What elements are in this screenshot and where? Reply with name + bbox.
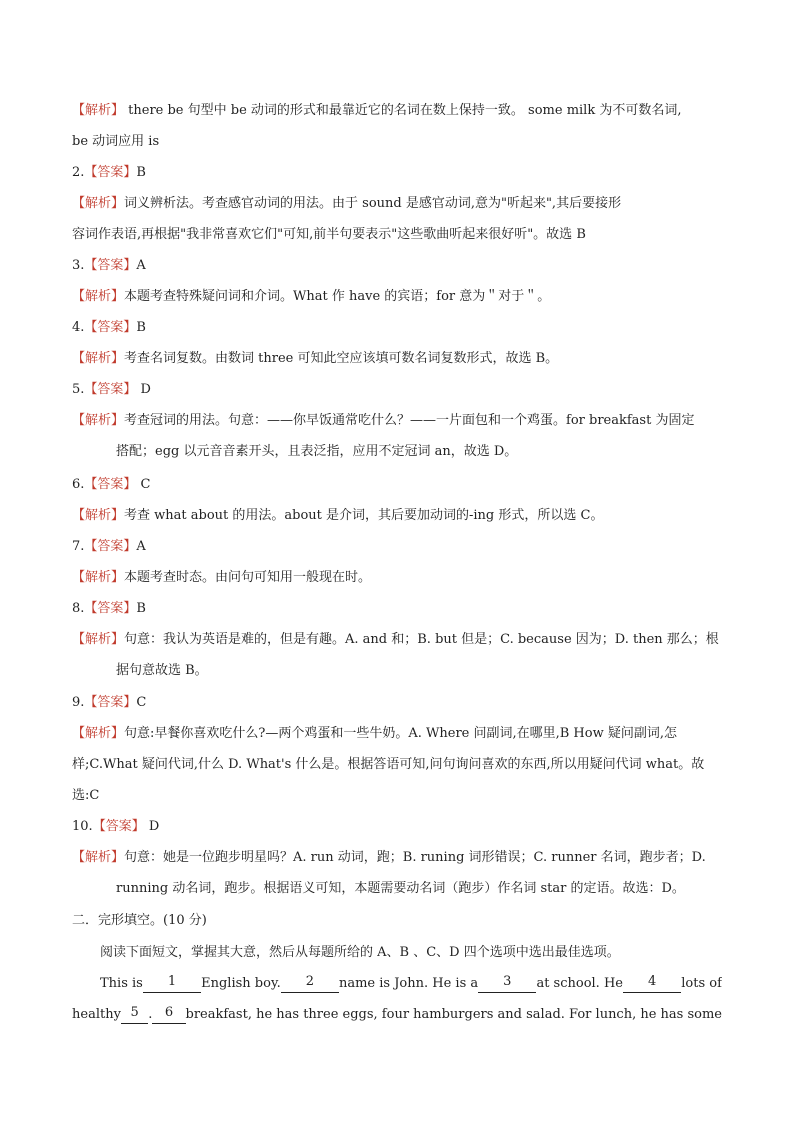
answer-line (72, 476, 722, 494)
explanation-tag: 【解析】 (72, 103, 125, 118)
answer-tag: 【答案】 (84, 477, 137, 492)
answer-value: D (136, 382, 151, 397)
answer-explanation-line (72, 725, 722, 743)
answer-value: B (136, 320, 146, 335)
line-text: 选:C (72, 788, 100, 803)
section-heading (72, 912, 722, 930)
explanation-tag: 【解析】 (72, 351, 125, 366)
question-number: 3. (72, 258, 85, 273)
line-text: 二．完形填空。(10 分) (72, 913, 207, 928)
explanation-continuation (72, 756, 722, 774)
answer-tag: 【答案】 (84, 258, 137, 273)
passage-text: . (148, 1007, 153, 1022)
explanation-tag: 【解析】 (72, 289, 125, 304)
answer-tag: 【答案】 (84, 382, 137, 397)
passage-text: healthy (72, 1007, 121, 1022)
answer-tag: 【答案】 (92, 819, 145, 834)
explanation-continuation (72, 787, 722, 805)
line-text: running 动名词，跑步。根据语义可知，本题需要动名词（跑步）作名词 star 的定语。故选：D。 (116, 881, 685, 896)
line-text: be 动词应用 is (72, 134, 160, 149)
answer-value: C (136, 477, 151, 492)
question-number: 8. (72, 601, 85, 616)
passage-line (72, 1006, 722, 1024)
line-text: 考查 what about 的用法。about 是介词，其后要加动词的-ing 形式，所以选 C。 (124, 508, 604, 523)
explanation-tag: 【解析】 (72, 508, 125, 523)
answer-value: A (136, 539, 146, 554)
line-text: 考查冠词的用法。句意：——你早饭通常吃什么？——一片面包和一个鸡蛋。for breakfast 为固定 (124, 413, 695, 428)
answer-explanation-line (72, 195, 722, 213)
question-number: 9. (72, 695, 85, 710)
answer-line (72, 381, 722, 399)
answer-value: B (136, 165, 146, 180)
blank-5: 5 (121, 1006, 148, 1024)
answer-value: A (136, 258, 146, 273)
passage-text: English boy. (201, 976, 281, 991)
blank-2: 2 (281, 975, 339, 993)
line-text: 句意:早餐你喜欢吃什么?—两个鸡蛋和一些牛奶。A. Where 问副词,在哪里,B How 疑问副词,怎 (124, 726, 677, 741)
line-text: 词义辨析法。考查感官动词的用法。由于 sound 是感官动词,意为"听起来",其后要接形 (124, 196, 622, 211)
explanation-tag: 【解析】 (72, 413, 125, 428)
passage-text: lots of (681, 976, 722, 991)
explanation-continuation (72, 226, 722, 244)
answer-line (72, 319, 722, 337)
instructions (100, 944, 722, 962)
passage-text: This is (100, 976, 143, 991)
line-text: 句意：我认为英语是难的，但是有趣。A. and 和；B. but 但是；C. because 因为；D. then 那么；根 (124, 632, 719, 647)
question-number: 4. (72, 320, 85, 335)
blank-4: 4 (623, 975, 681, 993)
answer-explanation-line (72, 102, 722, 120)
passage-line (100, 975, 722, 993)
answer-explanation-line (72, 849, 722, 867)
answer-line (72, 257, 722, 275)
answer-value: D (144, 819, 160, 834)
explanation-continuation (72, 133, 722, 151)
line-text: there be 句型中 be 动词的形式和最靠近它的名词在数上保持一致。 some milk 为不可数名词, (124, 103, 682, 118)
answer-explanation-line (72, 507, 722, 525)
blank-1: 1 (143, 975, 201, 993)
explanation-continuation (116, 880, 722, 898)
answer-line (72, 818, 722, 836)
passage-text: breakfast, he has three eggs, four hamburgers and salad. For lunch, he has some (185, 1007, 722, 1022)
line-text: 本题考查时态。由问句可知用一般现在时。 (124, 570, 372, 585)
question-number: 2. (72, 165, 85, 180)
line-text: 据句意故选 B。 (116, 663, 208, 678)
answer-value: B (136, 601, 146, 616)
answer-line (72, 694, 722, 712)
passage-text: at school. He (536, 976, 623, 991)
answer-line (72, 164, 722, 182)
blank-6: 6 (152, 1006, 185, 1024)
answer-line (72, 538, 722, 556)
explanation-continuation (116, 662, 722, 680)
blank-3: 3 (478, 975, 536, 993)
line-text: 容词作表语,再根据"我非常喜欢它们"可知,前半句要表示"这些歌曲听起来很好听"。故选 B (72, 227, 586, 242)
answer-explanation-line (72, 288, 722, 306)
answer-value: C (136, 695, 147, 710)
question-number: 10. (72, 819, 93, 834)
explanation-tag: 【解析】 (72, 726, 125, 741)
line-text: 句意：她是一位跑步明星吗？A. run 动词，跑；B. runing 词形错误；C. runner 名词，跑步者；D. (124, 850, 706, 865)
answer-explanation-line (72, 569, 722, 587)
passage-text: name is John. He is a (338, 976, 479, 991)
explanation-tag: 【解析】 (72, 632, 125, 647)
explanation-continuation (116, 443, 722, 461)
line-text: 本题考查特殊疑问词和介词。What 作 have 的宾语；for 意为＂对于＂。 (124, 289, 551, 304)
explanation-tag: 【解析】 (72, 850, 125, 865)
answer-explanation-line (72, 350, 722, 368)
answer-tag: 【答案】 (84, 601, 137, 616)
answer-explanation-line (72, 631, 722, 649)
answer-tag: 【答案】 (84, 320, 137, 335)
answer-line (72, 600, 722, 618)
answer-tag: 【答案】 (84, 539, 137, 554)
answer-tag: 【答案】 (84, 695, 137, 710)
answer-explanation-line (72, 412, 722, 430)
question-number: 5. (72, 382, 85, 397)
line-text: 样;C.What 疑问代词,什么 D. What's 什么是。根据答语可知,问句询问喜欢的东西,所以用疑问代词 what。故 (72, 757, 705, 772)
answer-tag: 【答案】 (84, 165, 137, 180)
line-text: 考查名词复数。由数词 three 可知此空应该填可数名词复数形式，故选 B。 (124, 351, 559, 366)
question-number: 6. (72, 477, 85, 492)
line-text: 阅读下面短文，掌握其大意，然后从每题所给的 A、B 、C、D 四个选项中选出最佳选项。 (100, 945, 620, 960)
explanation-tag: 【解析】 (72, 196, 125, 211)
explanation-tag: 【解析】 (72, 570, 125, 585)
question-number: 7. (72, 539, 85, 554)
line-text: 搭配；egg 以元音音素开头，且表泛指，应用不定冠词 an，故选 D。 (116, 444, 518, 459)
